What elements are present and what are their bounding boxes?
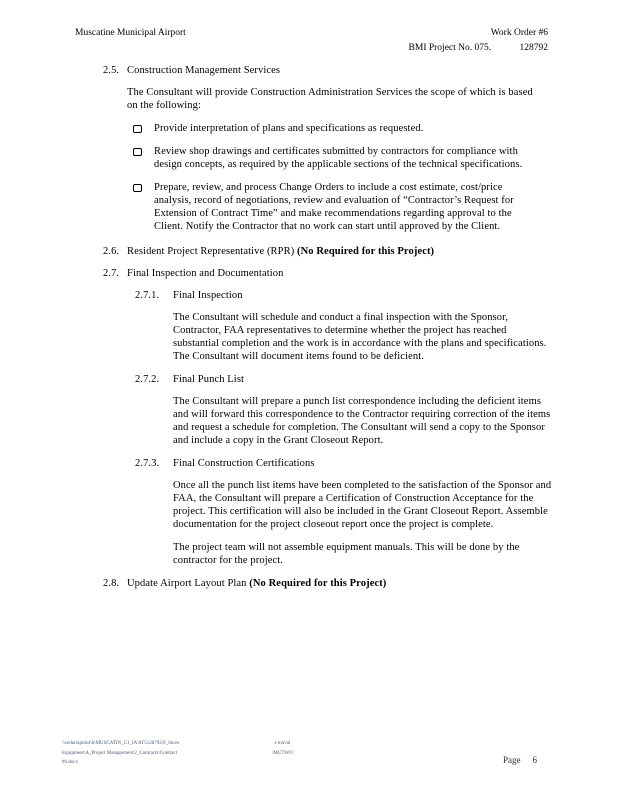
bullet-text: Prepare, review, and process Change Orders to include a cost estimate, cost/price analysis, record of negotiations, review and evaluation of “Contractor’s Request for Extension of Contract Time” and make recommendations regarding approval to the Client. Notify the Contractor that no work can start until approved by the Client. bbox=[154, 182, 514, 233]
bullet-text: Provide interpretation of plans and specifications as requested. bbox=[154, 123, 424, 135]
section-2-6-heading bbox=[103, 245, 553, 258]
section-2-5-heading bbox=[103, 64, 553, 77]
section-number: 2.7.2. bbox=[135, 374, 160, 386]
section-2-5-intro: The Consultant will provide Construction Administration Services the scope of which is based on the following: bbox=[127, 87, 533, 112]
section-2-7-3-paragraph-2: The project team will not assemble equipment manuals. This will be done by the contractor for the project. bbox=[173, 542, 520, 567]
page-header bbox=[75, 26, 548, 55]
section-title: Final Punch List bbox=[173, 374, 245, 386]
section-number: 2.8. bbox=[103, 578, 120, 590]
footer-file-path bbox=[62, 739, 247, 768]
project-number-line bbox=[409, 41, 548, 56]
section-number: 2.6. bbox=[103, 246, 120, 258]
file-path-line: #6.docx bbox=[62, 760, 78, 765]
page-number-label: Page bbox=[503, 755, 521, 765]
bullet-icon bbox=[133, 148, 142, 156]
work-order-text: Work Order #6 bbox=[490, 28, 548, 38]
project-number-value: 128792 bbox=[519, 42, 548, 53]
header-right bbox=[409, 26, 548, 55]
page-number bbox=[503, 755, 537, 765]
section-title: Resident Project Representative (RPR) (No Required for this Project) bbox=[127, 246, 435, 258]
footer-middle-text bbox=[272, 739, 293, 758]
bullet-list bbox=[133, 122, 541, 233]
document-body bbox=[103, 64, 553, 599]
file-path-line: \\cedarrapids4\h\MUSCATIN_C1_IA\0T5128792\0_Snow bbox=[62, 741, 180, 746]
section-2-7-heading bbox=[103, 267, 553, 280]
section-2-7-1-paragraph: The Consultant will schedule and conduct a final inspection with the Sponsor, Contractor, FAA representatives to determine whether the project has reached substantial completion and the work is in accordance with the plans and specifications. The Consultant will document items found to be deficient. bbox=[173, 312, 547, 363]
not-required-note: (No Required for this Project) bbox=[249, 578, 387, 590]
section-number: 2.5. bbox=[103, 65, 120, 76]
section-number: 2.7.1. bbox=[135, 290, 160, 302]
section-title: Construction Management Services bbox=[127, 65, 281, 76]
section-2-7-2-paragraph: The Consultant will prepare a punch list correspondence including the deficient items and will forward this correspondence to the Contractor requiring correction of the items and request a schedule for completion. The Consultant will send a copy to the Sponsor and include a copy in the Grant Closeout Report. bbox=[173, 396, 551, 447]
section-number: 2.7. bbox=[103, 268, 120, 280]
list-item bbox=[133, 181, 541, 233]
section-title: Final Inspection and Documentation bbox=[127, 268, 284, 280]
footer-middle-line: \MUTWO bbox=[272, 750, 293, 756]
section-title: Update Airport Layout Plan (No Required for this Project) bbox=[127, 578, 387, 590]
section-2-7-3-paragraph-1: Once all the punch list items have been completed to the satisfaction of the Sponsor and FAA, the Consultant will prepare a Certification of Construction Acceptance for the project. This certification will also be included in the Grant Closeout Report. Assemble documentation for the project closeout report once the project is complete. bbox=[173, 480, 552, 531]
list-item bbox=[133, 145, 541, 171]
section-2-7-3-heading bbox=[135, 457, 553, 470]
bullet-icon bbox=[133, 125, 142, 133]
list-item bbox=[133, 122, 541, 135]
page-number-value: 6 bbox=[532, 755, 537, 765]
section-number: 2.7.3. bbox=[135, 458, 160, 470]
section-2-7-2-heading bbox=[135, 373, 553, 386]
not-required-note: (No Required for this Project) bbox=[297, 246, 435, 258]
footer-middle-line: e moval bbox=[274, 741, 291, 746]
bullet-icon bbox=[133, 184, 142, 192]
section-2-7-1-heading bbox=[135, 289, 553, 302]
bullet-text: Review shop drawings and certificates submitted by contractors for compliance with design concepts, as required by the applicable sections of the technical specifications. bbox=[154, 146, 523, 171]
section-2-8-heading bbox=[103, 577, 553, 590]
section-title: Final Construction Certifications bbox=[173, 458, 315, 470]
section-title: Final Inspection bbox=[173, 290, 243, 302]
file-path-line: Equipment\A_Project Management\2_Contracts\Contract bbox=[62, 750, 178, 756]
project-number-label: BMI Project No. 075. bbox=[408, 42, 492, 53]
header-left-text: Muscatine Municipal Airport bbox=[75, 28, 186, 38]
